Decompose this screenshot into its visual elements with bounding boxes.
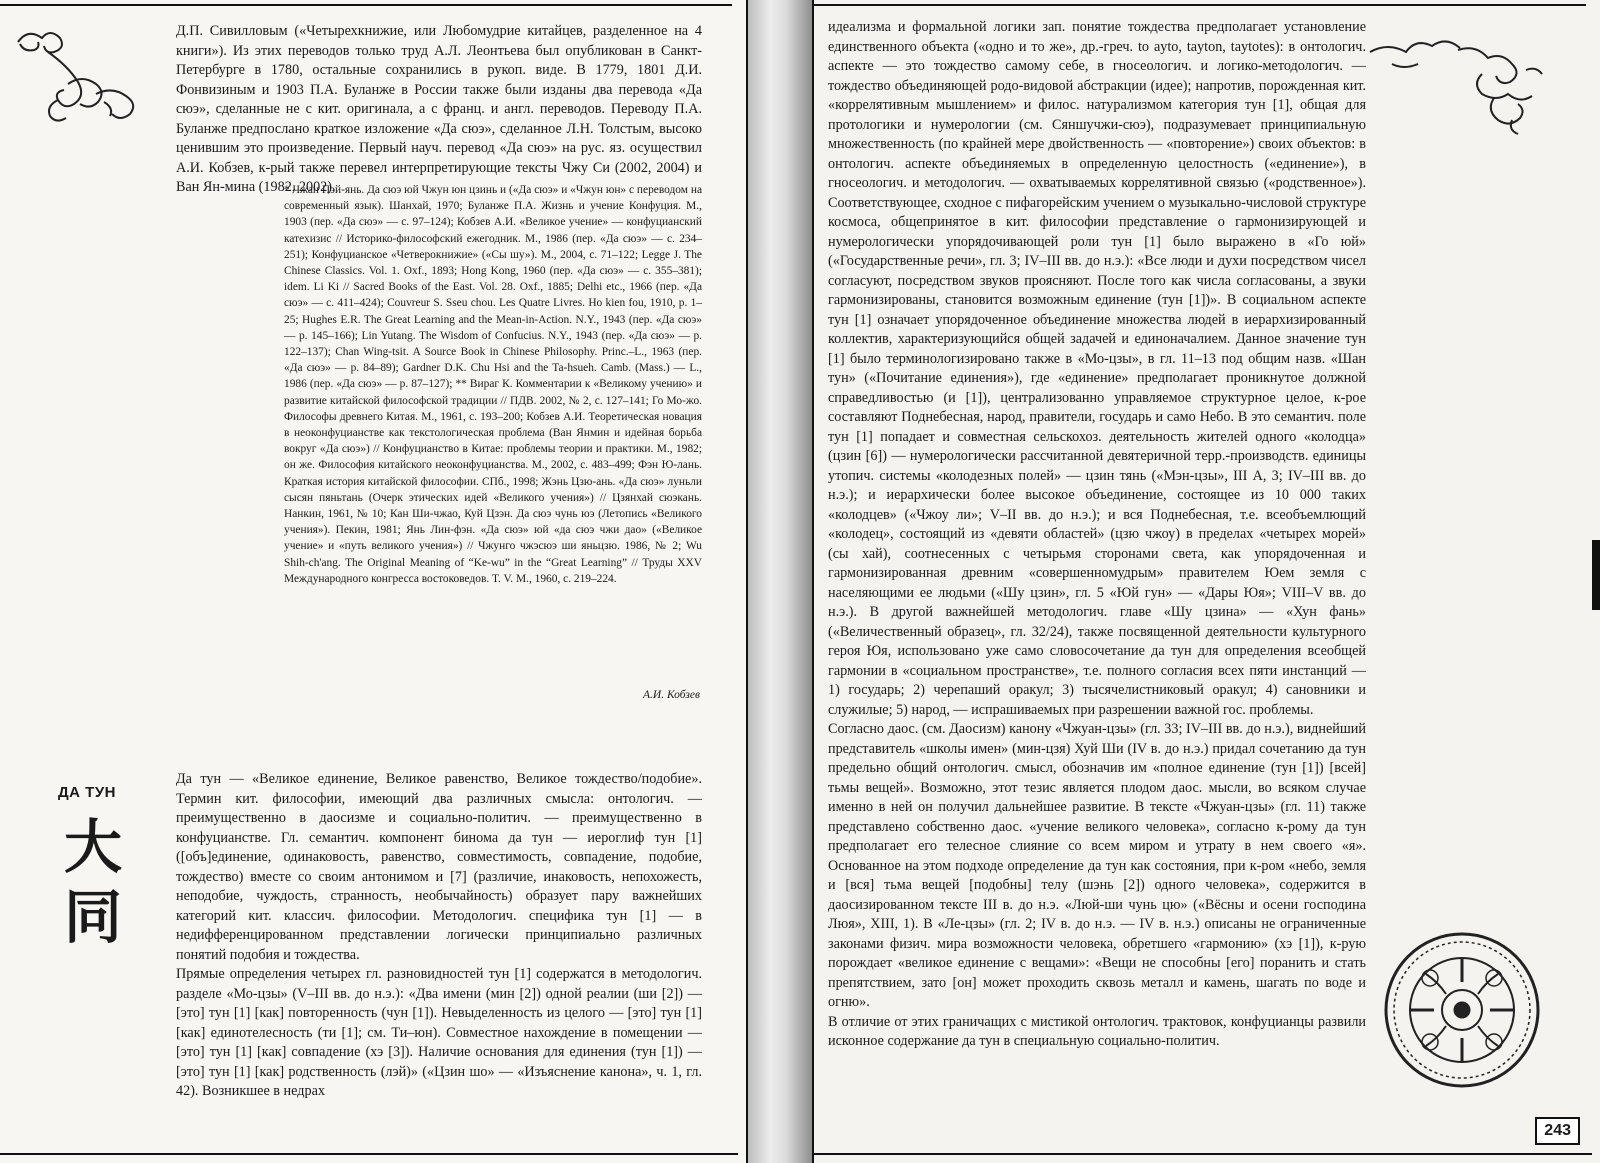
hanzi-da: 大 (63, 813, 122, 881)
left-page (0, 0, 748, 1163)
entry-paragraph-2: Прямые определения четырех гл. разновидностей тун [1] содержатся в методологич. разделе «Мо-цзы» (V–III вв. до н.э.): «Два имени (мин [2]) одной реалии (ши [2]) — [это] тун [1] [как] повторенность (чун [1]). Невыделенность из целого — [это] тун [1] [как] единотелесность (ти [1]; см. Ти–юн). Совместное нахождение в помещении — [это] тун [1] [как] совпадение (хэ [3]). Наличие основания для единения (тун [1]) — [это] тун [1] [как] родственность (лэй)» («Цзин шо» — «Изъяснение канона», ч. 1, гл. 42). Возникшее в недрах (176, 966, 702, 1099)
bibliography-author: А.И. Кобзев (643, 689, 700, 701)
entry-body (176, 770, 702, 1102)
intro-text: Д.П. Сивилловым («Четырехкнижие, или Любомудрие китайцев, разделенное на 4 книги»). Из этих переводов только труд А.Л. Леонтьева был опубликован в Санкт-Петербурге в 1780, остальные сохранились в рукоп. виде. В 1779, 1801 Д.И. Фонвизиным и 1903 П.А. Буланже в России также были изданы два перевода «Да сюэ», сделанные не с кит. оригинала, а с франц. и англ. переводов. Переводу П.А. Буланже предпослано краткое изложение «Да сюэ», сделанное Л.Н. Толстым, высоко ценившим это произведение. Первый науч. перевод «Да сюэ» на рус. яз. осуществил А.И. Кобзев, к-рый также перевел интерпретирующие тексты Чжу Си (2002, 2004) и Ван Ян-мина (1982, 2002). (176, 23, 702, 195)
right-body (828, 18, 1366, 1052)
round-seal-ornament-icon (1382, 930, 1542, 1090)
book-gutter (748, 0, 812, 1163)
intro-paragraph (176, 22, 702, 198)
entry-paragraph-1: Да тун — «Великое единение, Великое равенство, Великое тождество/подобие». Термин кит. философии, имеющий два различных смысла: онтологич. — преимущественно в даосизме и социально-политич. — преимущественно в конфуцианстве. Гл. семантич. компонент бинома да тун — иероглиф тун [1] ([объ]единение, одинаковость, равенство, совместимость, совпадение, подобие, тождество) вместе со своим антонимом и [7] (различие, инаковость, непохожесть, неподобие, чуждость, странность, необычайность) образует пару важнейших категорий кит. классич. философии. Методологич. специфика тун [1] — в недифференцированном представлении логически принципиально различных понятий подобия и тождества. (176, 771, 702, 963)
entry-headword: ДА ТУН (58, 784, 117, 801)
right-paragraph-2: Согласно даос. (см. Даосизм) канону «Чжуан-цзы» (гл. 33; IV–III вв. до н.э.), виднейший представитель «школы имен» (мин-цзя) Хуй Ши (IV в. до н.э.) придал сочетанию да тун предельно общий онтологич. смысл, обозначив им «полное единение (тун [1]) [всей] тьмы вещей». Возможно, этот тезис является плодом даос. мысли, во всяком случае именно в ней он получил дальнейшее развитие. В тексте «Чжуан-цзы» (гл. 11) также представлено собственно даос. «учение великого человека», согласно к-рому да тун предполагает его телесное слияние со всем миром и утрату в нем своего «я». Основанное на этом подходе определение да тун как состояния, при к-ром «небо, земля и [вся] тьма вещей [подобны] телу (шэнь [2]) одного человека», содержится в даосизированном тексте III в. до н.э. «Люй-ши чунь цю» («Вёсны и осени господина Люя», XIII, 1). В «Ле-цзы» (гл. 2; IV в. до н.э. — IV в. н.э.) описаны не ограниченные законами физич. мира возможности человека, обретшего «гармонию» (хэ [1]), к-рую порождает «великое единение с вещами»: «Вещи не способны [его] поранить и стать препятствием, зато [он] может проходить сквозь металл и камень, шагать по воде и огню». (828, 721, 1366, 1010)
bibliography (284, 182, 702, 587)
bibliography-text: * Чжан Пэй-янь. Да сюэ юй Чжун юн цзинь и («Да сюэ» и «Чжун юн» с переводом на современный язык). Шанхай, 1970; Буланже П.А. Жизнь и учение Конфуция. М., 1903 (пер. «Да сюэ» — с. 97–124); Кобзев А.И. «Великое учение» — конфуцианский катехизис // Историко-философский ежегодник. М., 1986 (пер. «Да сюэ» — с. 234–251); Конфуцианское «Четверокнижие» («Сы шу»). М., 2004, с. 71–122; Legge J. The Chinese Classics. Vol. 1. Oxf., 1893; Hong Kong, 1960 (пер. «Да сюэ» — с. 355–381); idem. Li Ki // Sacred Books of the East. Vol. 28. Oxf., 1885; Delhi etc., 1966 (пер. «Да сюэ» — с. 411–424); Couvreur S. Sseu chou. Les Quatre Livres. Ho kien fou, 1910, p. 1–25; Hughes E.R. The Great Learning and the Mean-in-Action. N.Y., 1943 (пер. «Да сюэ» — p. 145–166); Lin Yutang. The Wisdom of Confucius. N.Y., 1943 (пер. «Да сюэ» — p. 122–137); Chan Wing-tsit. A Source Book in Chinese Philosophy. Princ.–L., 1963 (пер. «Да сюэ» — p. 84–89); Gardner D.K. Chu Hsi and the Ta-hsueh. Camb. (Mass.) — L., 1986 (пер. «Да сюэ» — p. 87–127); ** Вираг К. Комментарии к «Великому учению» и развитие китайской философской традиции // ПДВ. 2002, № 2, с. 127–141; Го Мо-жо. Философы древнего Китая. М., 1961, с. 193–200; Кобзев А.И. Теоретическая новация в неоконфуцианстве как текстологическая проблема (Ван Янмин и идейная борьба вокруг «Да сюэ») // Конфуцианство в Китае: проблемы теории и практики. М., 1982; он же. Философия китайского неоконфуцианства. М., 2002, с. 483–499; Фэн Ю-лань. Краткая история китайской философии. СПб., 1998; Жэнь Цзю-ань. «Да сюэ» луньли сысян пяньтань (Очерк этических идей «Великого учения») // Цзянхай сюэкань. Нанкин, 1961, № 10; Кан Ши-чжао, Куй Цзэн. Да сюэ чунь юэ (Летопись «Великого учения»). Пекин, 1981; Янь Лин-фэн. «Да сюэ» юй «да сюэ чжи дао» («Великое учение» и «путь великого учения») // Чжунго чжэсюэ ши яньцзю. 1986, № 2; Wu Shih-ch'ang. The Original Meaning of “Ke-wu” in the “Great Learning” // Труды XXV Международного конгресса востоковедов. Т. V. М., 1960, с. 219–224. (284, 184, 702, 585)
entry-hanzi (58, 812, 128, 952)
page-edge-mark (1592, 540, 1600, 610)
right-paragraph-3: В отличие от этих граничащих с мистикой онтологич. трактовок, конфуцианцы развили исконное содержание да тун в специальную социально-политич. (828, 1013, 1366, 1049)
page-frame-bottom (814, 1153, 1592, 1155)
page-frame-bottom (0, 1153, 738, 1155)
right-paragraph-1: идеализма и формальной логики зап. понятие тождества предполагает установление единственного объекта («одно и то же», др.-греч. to ayto, tayton, taytotes): в онтологич. аспекте — это тождество самому себе, в гносеологич. и логико-методологич. — тождество объединяющей родо-видовой абстракции (идее); напротив, порожденная кит. «коррелятивным мышлением» и филос. натурализмом категория тун [1], общая для протологики и нумерологии (см. Сяншучжи-сюэ), подразумевает принципиальную множественность (по крайней мере двойственность — «повторение») своих объектов: в онтологич. аспекте объединяемых в определенную целостность («единение»), в гносеологич. и методологич. — охватываемых коррелятивной связью («родственное»). Соответствующее, сходное с пифагорейским учением о музыкально-числовой структуре космоса, общепринятое в кит. философии представление о гармонизирующей и нумерологически упорядочивающей роли тун [1] было выражено в «Го юй» («Государственные речи», гл. 3; IV–III вв. до н.э.): «Все люди и духи посредством чисел согласуют, посредством звуков проясняют. После того как числа согласованы, а звуки гармонизированы, становится возможным единение (тун [1])». В социальном аспекте тун [1] означает упорядоченное объединение множества людей в иерархизированный коллектив, характеризующийся общей задачей и единоначалием. Данное значение тун [1] было терминологизировано также в «Мо-цзы», в гл. 11–13 под общим назв. «Шан тун» («Почитание единения»), где «единение» предполагает проникнутое должной справедливостью (и [1]), централизованно управляемое структурное целое, к-рое составляют Поднебесная, народ, правители, государь и само Небо. В это семантич. поле тун [1] попадает и совместная сельскохоз. деятельность жителей одного «колодца» (цзин [6]) — нумерологически рассчитанной девятеричной терр.-производств. единицы утопич. системы «колодезных полей» — цзин тянь («Мэн-цзы», III А, 3; IV–III вв. до н.э.); и иерархически более высокое объединение, состоящее из 10 000 таких «колодцев» («Чжоу ли»; V–II вв. до н.э.); и вся Поднебесная, т.е. всеобъемлющий «колодец», состоящий из «девяти областей» (цзю чжоу) в пределах «четырех морей» (сы хай), соотнесенных с четырьмя сторонами света, как упорядоченная и гармонизированная древним «совершенномудрым» правителем Юем земля с населяющими ее людьми («Шу цзин», гл. 5 «Юй гун» — «Дары Юя»; VIII–V вв. до н.э.). В другой важнейшей методологич. главе «Шу цзина» — «Хун фань» («Величественный образец», гл. 32/24), также посвященной деятельности культурного героя Юя, использовано уже само словосочетание да тун для определения всеобщей гармонии в «социальном пространстве», т.е. полного согласия всех пяти инстанций — 1) государь; 2) черепаший оракул; 3) тысячелистниковый оракул; 4) сановники и служилые; 5) народ, — испрашиваемых при разрешении важной гос. проблемы. (828, 19, 1366, 718)
page-number: 243 (1535, 1117, 1580, 1145)
page-frame-top (0, 4, 732, 6)
cloud-ornament-icon (1362, 30, 1552, 140)
right-page (812, 0, 1600, 1163)
page-frame-top (814, 4, 1586, 6)
cloud-ornament-icon (8, 22, 158, 122)
hanzi-tong: 同 (63, 883, 122, 951)
